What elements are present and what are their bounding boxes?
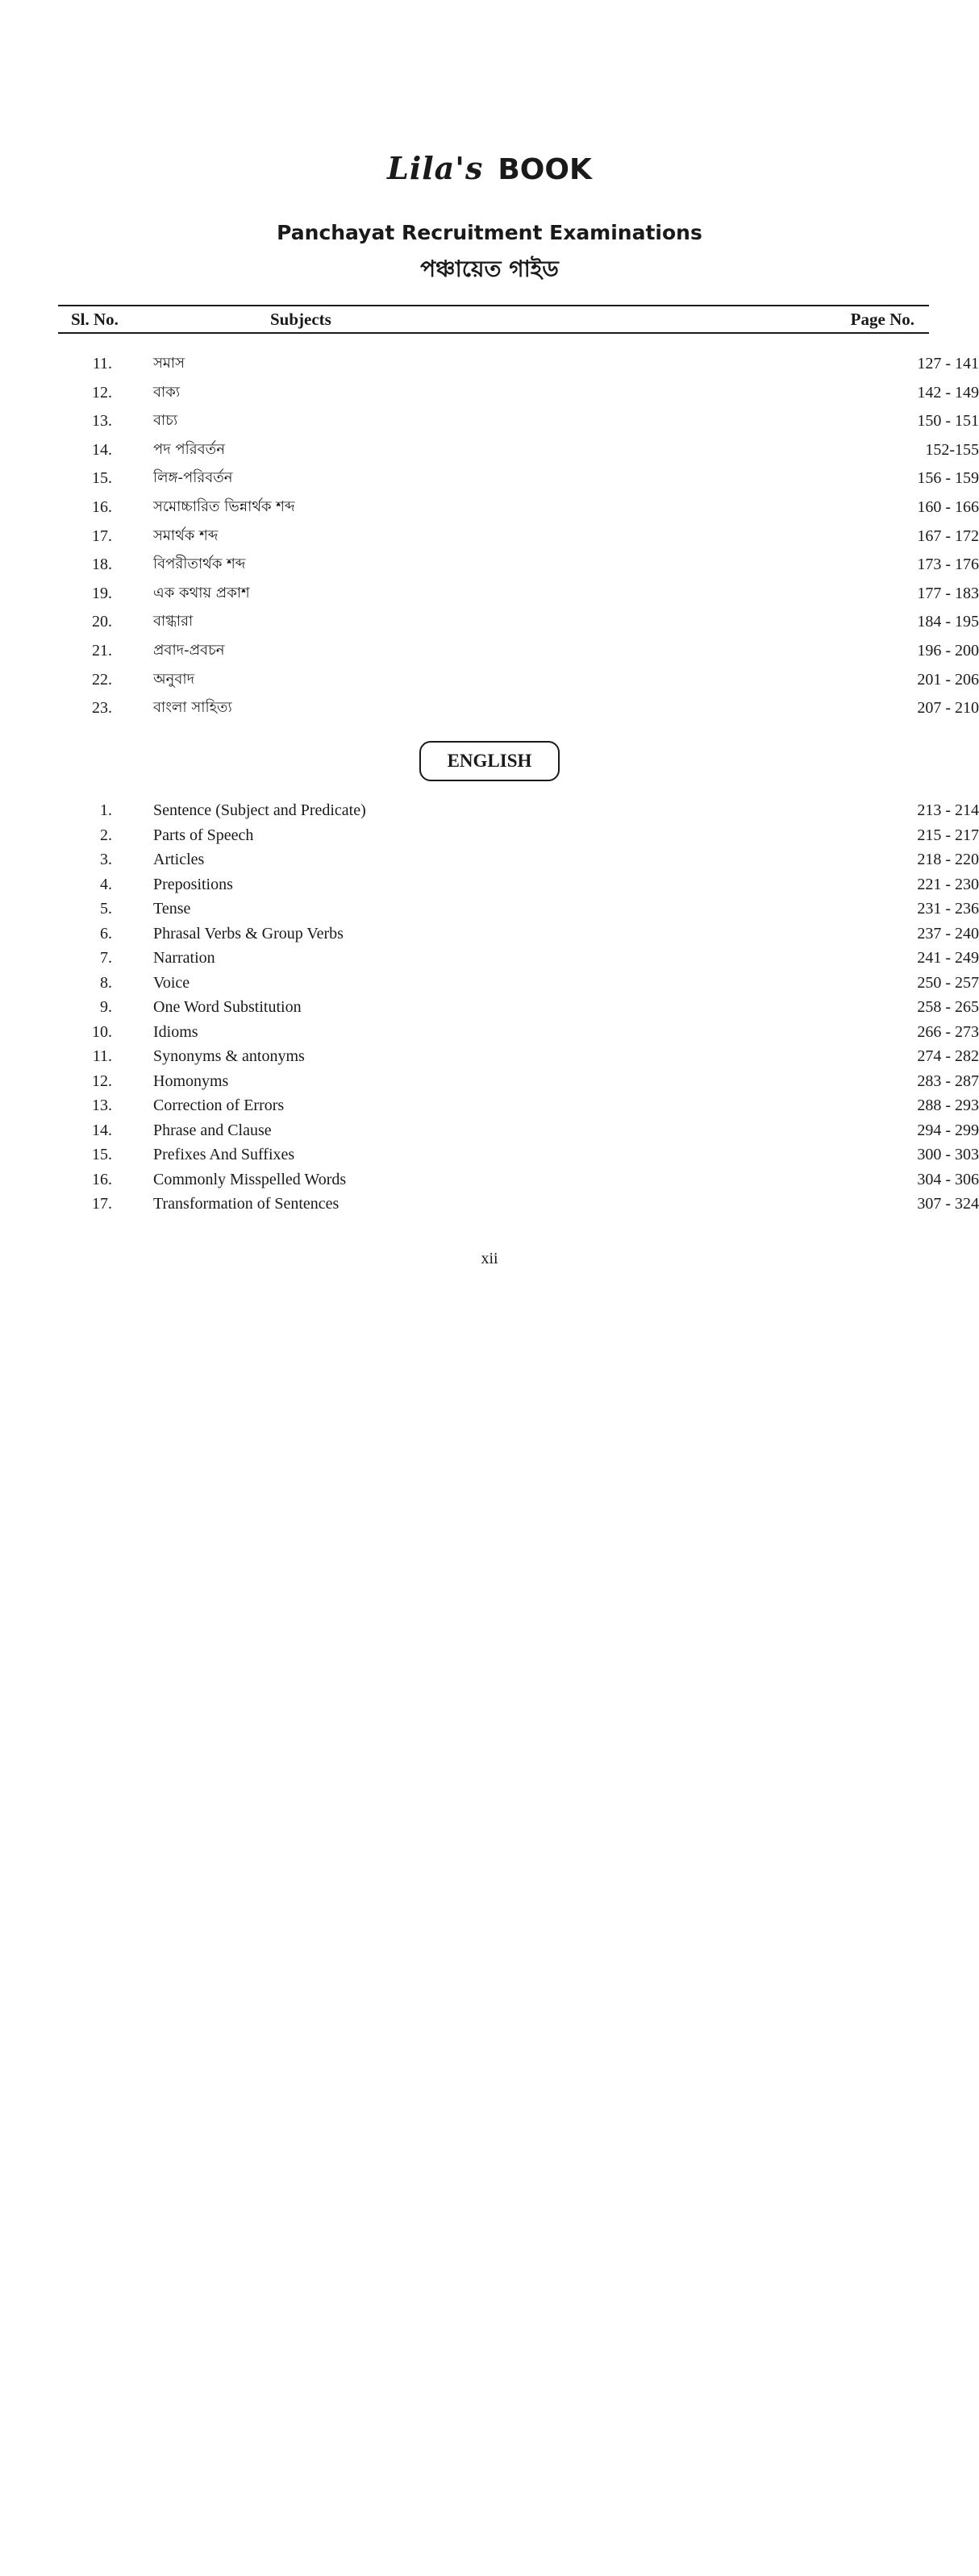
toc-row [0, 1068, 979, 1094]
page-folio: xii [481, 1250, 498, 1267]
toc-row [0, 1117, 979, 1143]
toc-row-pages: 241 - 249 [917, 949, 979, 967]
brand-script: Lila's [387, 150, 484, 186]
toc-row-pages: 307 - 324 [917, 1195, 979, 1213]
toc-row-subject: Prepositions [153, 875, 233, 893]
toc-row [0, 638, 979, 664]
toc-row-pages: 266 - 273 [917, 1022, 979, 1041]
toc-row-subject: Correction of Errors [153, 1097, 285, 1114]
toc-row-subject: Voice [153, 973, 190, 992]
toc-row-subject: বিপরীতার্থক শব্দ [153, 556, 246, 573]
toc-row-pages: 215 - 217 [917, 826, 979, 844]
toc-row [0, 351, 979, 377]
toc-row [0, 1019, 979, 1045]
toc-row-pages: 127 - 141 [917, 355, 979, 372]
toc-row-number: 16. [92, 1170, 112, 1188]
toc-row-subject: অনুবাদ [153, 670, 195, 688]
toc-row [0, 921, 979, 947]
toc-row-subject: Homonyms [153, 1072, 229, 1090]
toc-row-subject: Tense [153, 900, 191, 918]
header-subjects: Subjects [270, 310, 331, 329]
toc-row-number: 14. [92, 1121, 112, 1139]
toc-row-number: 12. [92, 1072, 112, 1090]
english-section-label: ENGLISH [419, 741, 560, 781]
toc-row-subject: Synonyms & antonyms [153, 1047, 305, 1065]
toc-row [0, 896, 979, 922]
toc-row [0, 1167, 979, 1192]
toc-row-pages: 142 - 149 [917, 383, 979, 402]
toc-row-pages: 150 - 151 [917, 412, 979, 431]
toc-row-number: 13. [92, 1097, 112, 1114]
toc-row-subject: এক কথায় প্রকাশ [153, 584, 250, 601]
toc-row-subject: Transformation of Sentences [153, 1195, 340, 1213]
toc-row [0, 609, 979, 635]
toc-row [0, 1191, 979, 1217]
toc-row-number: 14. [92, 440, 112, 459]
toc-row-subject: বাচ্য [153, 412, 178, 430]
toc-row-number: 21. [92, 642, 112, 660]
toc-row [0, 408, 979, 434]
toc-row [0, 1142, 979, 1167]
toc-row [0, 822, 979, 848]
toc-row-number: 18. [92, 556, 112, 574]
toc-row-pages: 207 - 210 [917, 699, 979, 718]
toc-row-number: 10. [92, 1022, 112, 1041]
toc-row-pages: 221 - 230 [917, 875, 979, 893]
toc-row-pages: 283 - 287 [917, 1072, 979, 1090]
toc-row-number: 15. [92, 1146, 112, 1163]
toc-row-subject: Narration [153, 949, 215, 967]
toc-row-subject: পদ পরিবর্তন [153, 440, 225, 458]
toc-row-number: 22. [92, 670, 112, 689]
toc-row-subject: সমার্থক শব্দ [153, 526, 219, 544]
toc-row-pages: 184 - 195 [917, 613, 979, 631]
toc-row-number: 1. [100, 801, 112, 819]
toc-row-subject: বাগ্ধারা [153, 613, 194, 630]
toc-row [0, 581, 979, 606]
toc-row-pages: 201 - 206 [917, 670, 979, 689]
toc-row-number: 13. [92, 412, 112, 431]
toc-row-pages: 274 - 282 [917, 1047, 979, 1065]
toc-row [0, 945, 979, 971]
toc-row [0, 1092, 979, 1118]
toc-row-pages: 173 - 176 [917, 556, 979, 574]
toc-row [0, 695, 979, 721]
toc-row-number: 11. [92, 355, 112, 372]
toc-row-subject: One Word Substitution [153, 998, 302, 1016]
toc-row-subject: Sentence (Subject and Predicate) [153, 801, 366, 819]
toc-row-pages: 167 - 172 [917, 526, 979, 545]
toc-row [0, 847, 979, 872]
toc-row-subject: Phrase and Clause [153, 1121, 272, 1139]
toc-row-pages: 304 - 306 [917, 1170, 979, 1188]
toc-row-number: 7. [100, 949, 112, 967]
toc-row-subject: Phrasal Verbs & Group Verbs [153, 924, 344, 943]
toc-row-subject: Parts of Speech [153, 826, 254, 844]
brand-word: BOOK [498, 153, 592, 186]
subtitle-bengali: পঞ্চায়েত গাইড [420, 256, 559, 282]
toc-row-pages: 300 - 303 [917, 1146, 979, 1163]
table-top-rule [58, 305, 929, 306]
toc-row-number: 2. [100, 826, 112, 844]
toc-row-subject: Prefixes And Suffixes [153, 1146, 295, 1163]
table-header-rule [58, 332, 929, 334]
toc-row [0, 523, 979, 549]
header-page-no: Page No. [850, 310, 914, 329]
toc-row [0, 494, 979, 520]
book-title [0, 150, 979, 198]
toc-row-number: 16. [92, 498, 112, 516]
toc-row-pages: 213 - 214 [917, 801, 979, 819]
toc-row-pages: 231 - 236 [917, 900, 979, 918]
toc-row-pages: 160 - 166 [917, 498, 979, 516]
toc-row-pages: 177 - 183 [917, 584, 979, 602]
toc-row-number: 5. [100, 900, 112, 918]
toc-row [0, 994, 979, 1020]
toc-row-pages: 288 - 293 [917, 1097, 979, 1114]
toc-row-subject: লিঙ্গ-পরিবর্তন [153, 469, 233, 487]
toc-row-number: 11. [92, 1047, 112, 1065]
toc-row [0, 551, 979, 577]
toc-row [0, 970, 979, 996]
toc-row-number: 23. [92, 699, 112, 718]
toc-row-number: 4. [100, 875, 112, 893]
toc-row-number: 17. [92, 1195, 112, 1213]
toc-row [0, 797, 979, 823]
toc-row-number: 9. [100, 998, 112, 1016]
toc-row [0, 437, 979, 463]
toc-row-subject: সমাস [153, 355, 185, 372]
toc-row-number: 8. [100, 973, 112, 992]
toc-row [0, 1043, 979, 1069]
toc-row [0, 380, 979, 406]
toc-row-number: 3. [100, 851, 112, 868]
toc-row-subject: Commonly Misspelled Words [153, 1170, 347, 1188]
header-sl-no: Sl. No. [71, 310, 119, 329]
toc-row-number: 20. [92, 613, 112, 631]
toc-row-number: 19. [92, 584, 112, 602]
toc-row-number: 17. [92, 526, 112, 545]
toc-row-number: 15. [92, 469, 112, 488]
toc-row-pages: 250 - 257 [917, 973, 979, 992]
toc-row-pages: 258 - 265 [917, 998, 979, 1016]
toc-row-pages: 218 - 220 [917, 851, 979, 868]
toc-row-pages: 196 - 200 [917, 642, 979, 660]
toc-row [0, 465, 979, 491]
toc-row-subject: Articles [153, 851, 205, 868]
toc-row-pages: 156 - 159 [917, 469, 979, 488]
toc-row-subject: Idioms [153, 1022, 198, 1041]
toc-row-number: 12. [92, 383, 112, 402]
toc-row-pages: 152-155 [925, 440, 979, 459]
toc-row-number: 6. [100, 924, 112, 943]
toc-row-subject: সমোচ্চারিত ভিন্নার্থক শব্দ [153, 498, 295, 515]
toc-row-subject: বাক্য [153, 383, 181, 401]
toc-row [0, 872, 979, 897]
toc-row-subject: বাংলা সাহিত্য [153, 699, 232, 717]
subtitle: Panchayat Recruitment Examinations [277, 221, 702, 244]
toc-row-pages: 237 - 240 [917, 924, 979, 943]
toc-row [0, 667, 979, 693]
toc-row-pages: 294 - 299 [917, 1121, 979, 1139]
toc-row-subject: প্রবাদ-প্রবচন [153, 642, 225, 659]
